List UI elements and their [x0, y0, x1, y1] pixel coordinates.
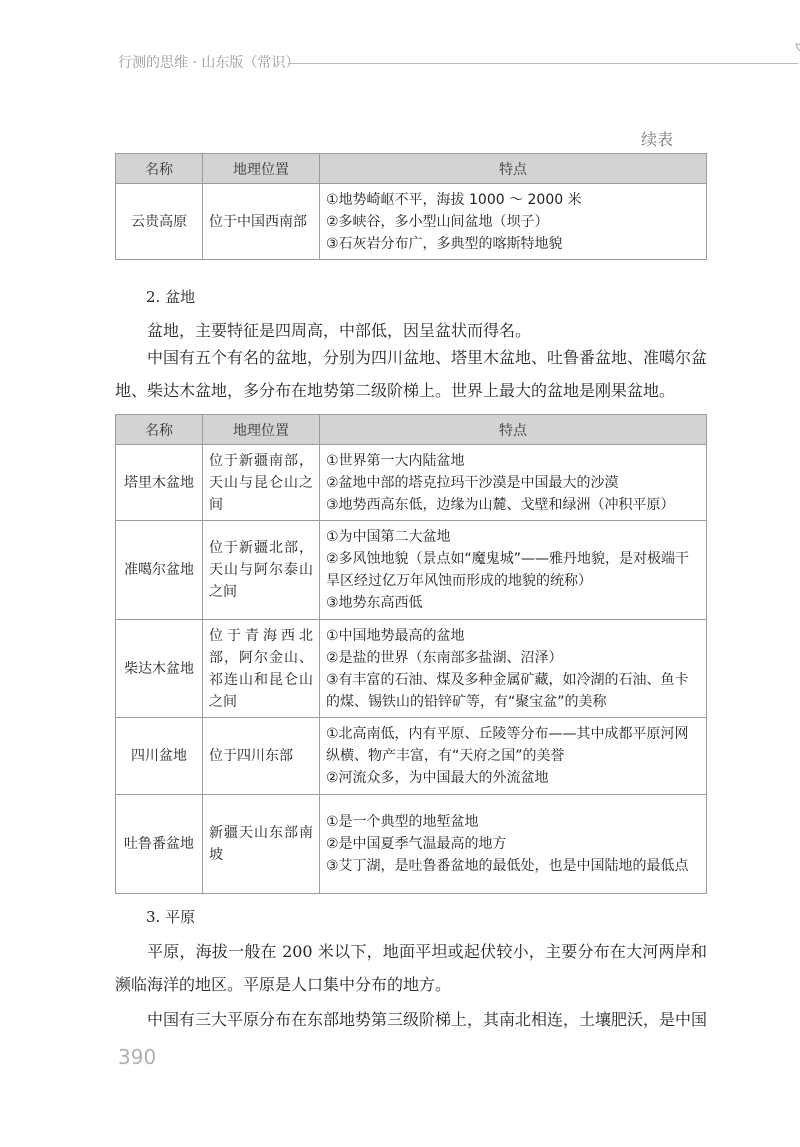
cell-features [320, 718, 707, 795]
sprout-icon [794, 42, 800, 68]
cell-location: 新疆天山东部南坡 [203, 795, 320, 894]
paragraph: 中国有三大平原分布在东部地势第三级阶梯上，其南北相连，土壤肥沃，是中国 [147, 1010, 708, 1029]
cell-features [320, 620, 707, 718]
table-header-row [116, 154, 707, 184]
cell-features [320, 795, 707, 894]
running-header [118, 50, 718, 76]
cell-name: 吐鲁番盆地 [116, 795, 203, 894]
basin-table [115, 414, 707, 894]
cell-location: 位于青海西北部，阿尔金山、祁连山和昆仑山之间 [203, 620, 320, 718]
cell-features [320, 184, 707, 260]
cell-name: 云贵高原 [116, 184, 203, 260]
table-row [116, 184, 707, 260]
cell-features [320, 521, 707, 620]
header-location: 地理位置 [203, 415, 320, 445]
cell-features [320, 445, 707, 521]
feature-item: ②是中国夏季气温最高的地方 [326, 836, 507, 852]
feature-item: ②是盐的世界（东南部多盐湖、沼泽） [326, 649, 563, 666]
feature-item: ③地势西高东低，边缘为山麓、戈壁和绿洲（冲积平原） [326, 496, 675, 513]
continued-label: 续表 [641, 130, 674, 149]
feature-item: ①是一个典型的地堑盆地 [326, 814, 479, 830]
feature-item: ①世界第一大内陆盆地 [326, 452, 465, 469]
header-name: 名称 [116, 415, 203, 445]
feature-item: ②多风蚀地貌（景点如“魔鬼城”——雅丹地貌，是对极端干旱区经过亿万年风蚀而形成的地貌的统称） [326, 551, 690, 589]
cell-name: 四川盆地 [116, 718, 203, 795]
table-row [116, 445, 707, 521]
cell-name: 塔里木盆地 [116, 445, 203, 521]
paragraph: 盆地，主要特征是四周高，中部低，因呈盆状而得名。 [147, 321, 532, 340]
plateau-table [115, 153, 707, 260]
header-name: 名称 [116, 154, 203, 184]
cell-name: 柴达木盆地 [116, 620, 203, 718]
table-row [116, 795, 707, 894]
cell-location: 位于四川东部 [203, 718, 320, 795]
section-title-plain: 3. 平原 [146, 908, 196, 926]
cell-location: 位于中国西南部 [203, 184, 320, 260]
feature-item: ③艾丁湖，是吐鲁番盆地的最低处，也是中国陆地的最低点 [326, 858, 689, 874]
cell-name: 准噶尔盆地 [116, 521, 203, 620]
feature-item: ②河流众多，为中国最大的外流盆地 [326, 770, 549, 786]
table-row [116, 521, 707, 620]
header-title: 行测的思维 · 山东版（常识） [118, 55, 300, 71]
feature-item: ①北高南低，内有平原、丘陵等分布——其中成都平原河网纵横、物产丰富，有“天府之国”的美誉 [326, 726, 689, 764]
header-rule [288, 63, 798, 64]
header-features: 特点 [320, 154, 707, 184]
feature-item: ②多峡谷，多小型山间盆地（坝子） [326, 213, 549, 230]
cell-location: 位于新疆南部，天山与昆仑山之间 [203, 445, 320, 521]
header-features: 特点 [320, 415, 707, 445]
paragraph: 中国有五个有名的盆地，分别为四川盆地、塔里木盆地、吐鲁番盆地、准噶尔盆地、柴达木盆地，多分布在地势第二级阶梯上。世界上最大的盆地是刚果盆地。 [115, 348, 708, 400]
cell-location: 位于新疆北部，天山与阿尔泰山之间 [203, 521, 320, 620]
feature-item: ①为中国第二大盆地 [326, 529, 451, 545]
table-row [116, 620, 707, 718]
feature-item: ①中国地势最高的盆地 [326, 627, 465, 644]
feature-item: ③有丰富的石油、煤及多种金属矿藏，如冷湖的石油、鱼卡的煤、锡铁山的铅锌矿等，有“聚宝盆”的美称 [326, 671, 689, 710]
header-location: 地理位置 [203, 154, 320, 184]
table-header-row [116, 415, 707, 445]
feature-item: ③地势东高西低 [326, 595, 423, 611]
feature-item: ③石灰岩分布广，多典型的喀斯特地貌 [326, 235, 563, 252]
feature-item: ②盆地中部的塔克拉玛干沙漠是中国最大的沙漠 [326, 474, 619, 491]
page-number: 390 [118, 1045, 157, 1069]
paragraph: 平原，海拔一般在 200 米以下，地面平坦或起伏较小，主要分布在大河两岸和濒临海洋的地区。平原是人口集中分布的地方。 [115, 942, 707, 994]
table-row [116, 718, 707, 795]
section-title-basin: 2. 盆地 [146, 288, 196, 306]
feature-item: ①地势崎岖不平，海拔 1000 ～ 2000 米 [326, 191, 582, 208]
